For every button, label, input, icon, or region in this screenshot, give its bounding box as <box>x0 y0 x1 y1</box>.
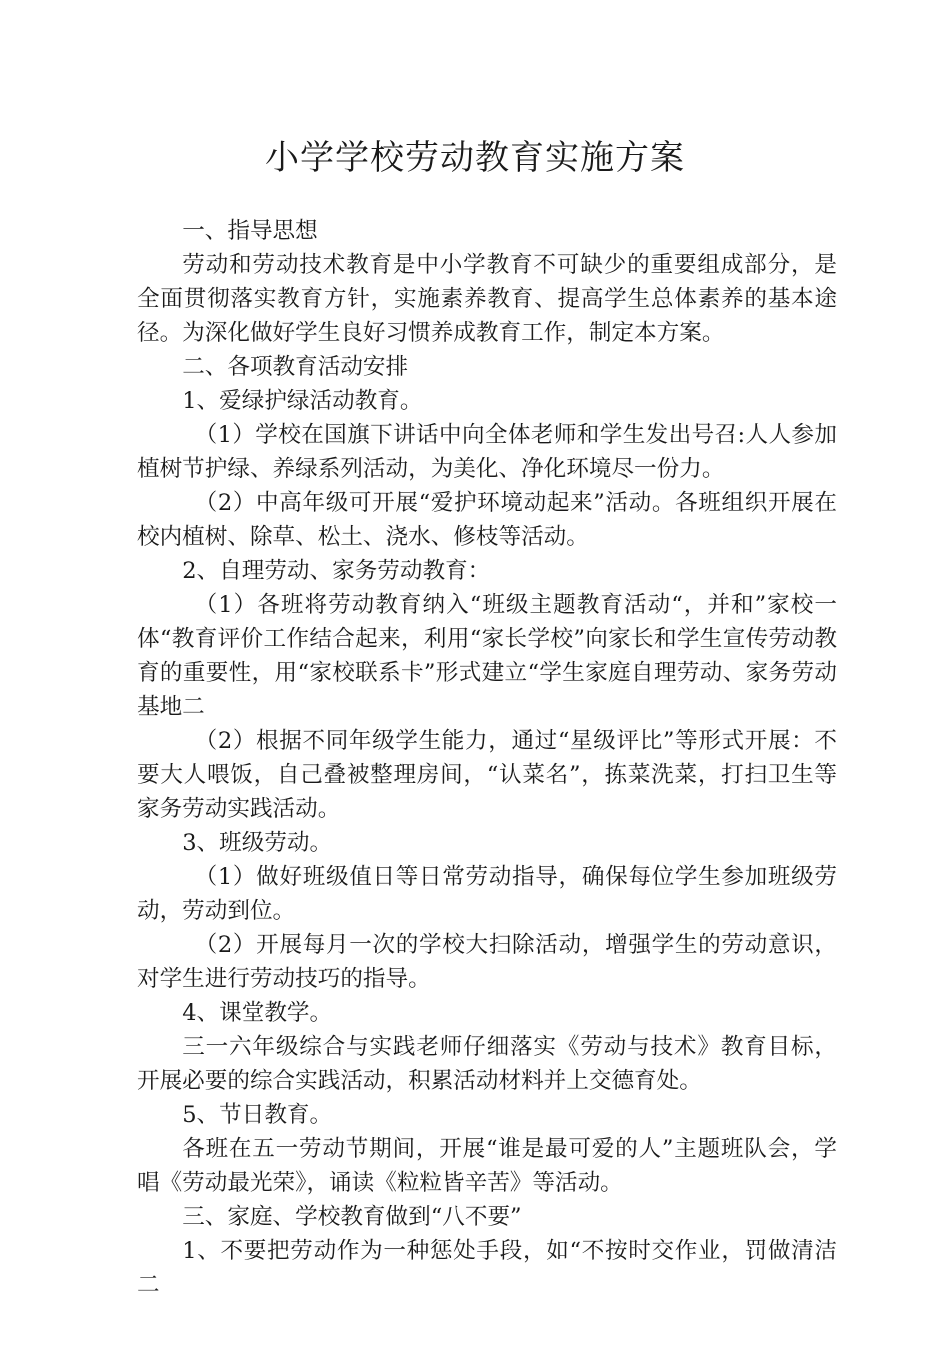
paragraph-household-2: （2）根据不同年级学生能力，通过“星级评比”等形式开展：不要大人喂饭，自己叠被整理房间，“认菜名”，拣菜洗菜，打扫卫生等家务劳动实践活动。 <box>137 728 837 822</box>
section-heading-eight-donts: 三、家庭、学校教育做到“八不要” <box>182 1204 522 1230</box>
paragraph-household-1: （1）各班将劳动教育纳入“班级主题教育活动“，并和”家校一体“教育评价工作结合起来，利用“家长学校”向家长和学生宣传劳动教育的重要性，用“家校联系卡”形式建立“学生家庭自理劳动、家务劳动基地二 <box>137 592 837 720</box>
document-body <box>137 214 837 1302</box>
subheading-classroom-teaching: 4、课堂教学。 <box>182 1000 333 1026</box>
document-title: 小学学校劳动教育实施方案 <box>265 138 685 178</box>
paragraph-class-2: （2）开展每月一次的学校大扫除活动，增强学生的劳动意识，对学生进行劳动技巧的指导。 <box>137 932 837 992</box>
subheading-household-labor: 2、自理劳动、家务劳动教育： <box>182 558 491 584</box>
paragraph-class-1: （1）做好班级值日等日常劳动指导，确保每位学生参加班级劳动，劳动到位。 <box>137 864 837 924</box>
paragraph-green-1: （1）学校在国旗下讲话中向全体老师和学生发出号召:人人参加植树节护绿、养绿系列活动，为美化、净化环境尽一份力。 <box>137 422 837 482</box>
paragraph-dont-1: 1、不要把劳动作为一种惩处手段，如“不按时交作业，罚做清洁二 <box>137 1238 837 1298</box>
subheading-holiday-education: 5、节日教育。 <box>182 1102 333 1128</box>
paragraph-intro: 劳动和劳动技术教育是中小学教育不可缺少的重要组成部分，是全面贯彻落实教育方针，实施素养教育、提高学生总体素养的基本途径。为深化做好学生良好习惯养成教育工作，制定本方案。 <box>137 252 837 346</box>
paragraph-classroom: 三一六年级综合与实践老师仔细落实《劳动与技术》教育目标，开展必要的综合实践活动，积累活动材料并上交德育处。 <box>137 1034 837 1094</box>
paragraph-green-2: （2）中高年级可开展“爱护环境动起来”活动。各班组织开展在校内植树、除草、松土、浇水、修枝等活动。 <box>137 490 837 550</box>
paragraph-holiday: 各班在五一劳动节期间，开展“谁是最可爱的人”主题班队会，学唱《劳动最光荣》，诵读《粒粒皆辛苦》等活动。 <box>137 1136 837 1196</box>
subheading-green-activities: 1、爱绿护绿活动教育。 <box>182 388 423 414</box>
subheading-class-labor: 3、班级劳动。 <box>182 830 333 856</box>
section-heading-activities: 二、各项教育活动安排 <box>182 354 409 380</box>
section-heading-guiding-ideology: 一、指导思想 <box>182 218 318 244</box>
